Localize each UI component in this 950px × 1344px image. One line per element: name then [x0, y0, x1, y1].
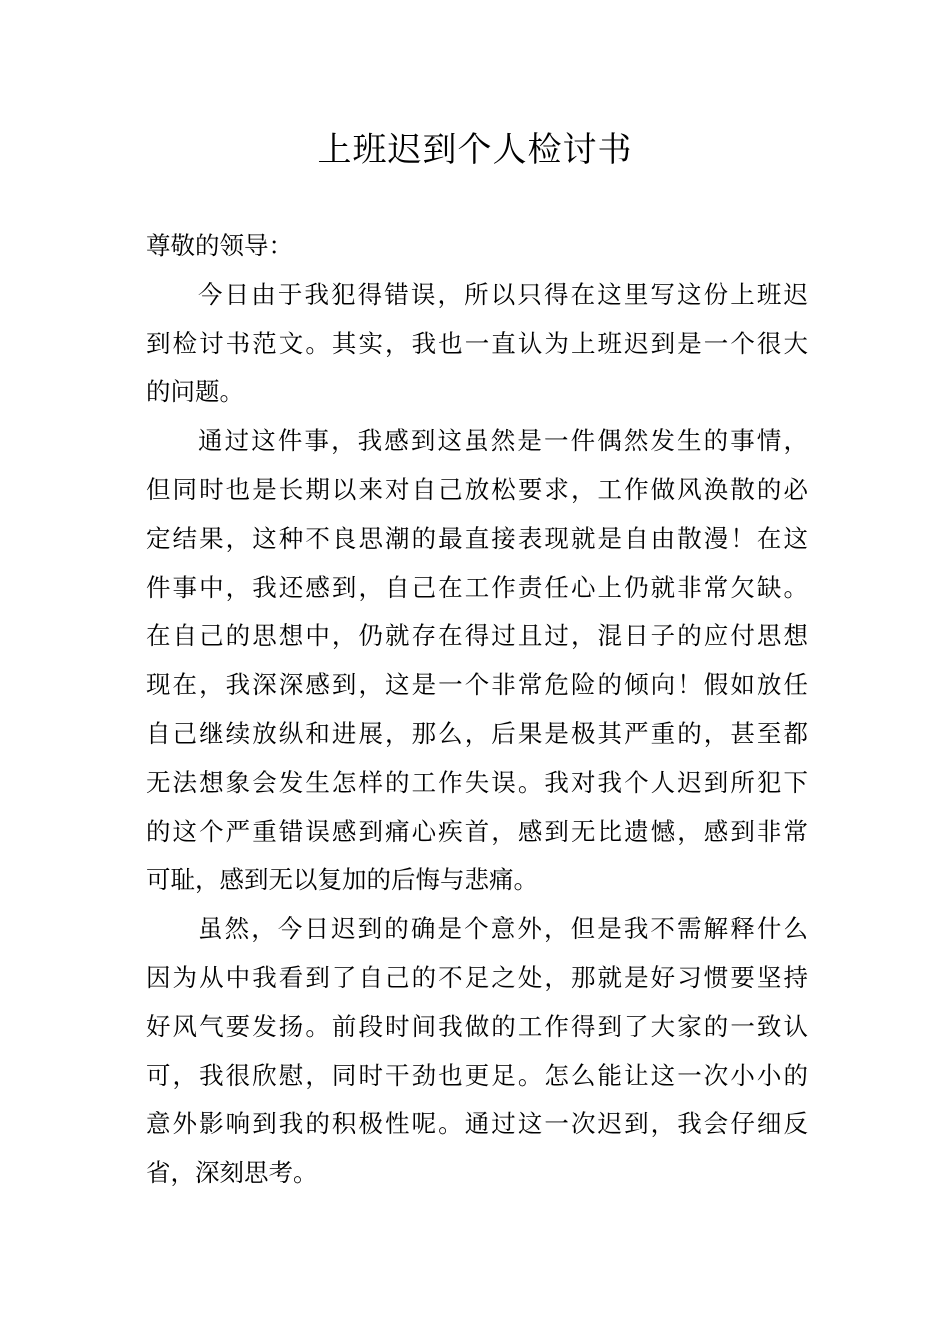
paragraph-2-line-7: 自己继续放纵和进展，那么，后果是极其严重的，甚至都	[146, 718, 808, 748]
paragraph-3-line-3: 好风气要发扬。前段时间我做的工作得到了大家的一致认	[146, 1011, 808, 1041]
paragraph-3-line-2: 因为从中我看到了自己的不足之处，那就是好习惯要坚持	[146, 962, 808, 992]
document-title: 上班迟到个人检讨书	[317, 130, 633, 170]
paragraph-1-line-1: 今日由于我犯得错误，所以只得在这里写这份上班迟	[198, 279, 808, 309]
paragraph-3-line-4: 可，我很欣慰，同时干劲也更足。怎么能让这一次小小的	[146, 1060, 808, 1090]
paragraph-1-line-3: 的问题。	[146, 377, 244, 407]
paragraph-3-line-1: 虽然，今日迟到的确是个意外，但是我不需解释什么	[198, 914, 808, 944]
paragraph-1-line-2: 到检讨书范文。其实，我也一直认为上班迟到是一个很大	[146, 328, 808, 358]
paragraph-2-line-6: 现在，我深深感到，这是一个非常危险的倾向！假如放任	[146, 670, 808, 700]
paragraph-2-line-4: 件事中，我还感到，自己在工作责任心上仍就非常欠缺。	[146, 572, 808, 602]
paragraph-2-line-5: 在自己的思想中，仍就存在得过且过，混日子的应付思想	[146, 621, 808, 651]
document-body	[146, 222, 808, 1198]
paragraph-3-line-6: 省，深刻思考。	[146, 1158, 318, 1188]
salutation: 尊敬的领导：	[146, 231, 293, 260]
paragraph-2-line-8: 无法想象会发生怎样的工作失误。我对我个人迟到所犯下	[146, 767, 808, 797]
paragraph-2-line-10: 可耻，感到无以复加的后悔与悲痛。	[146, 865, 538, 895]
paragraph-3-line-5: 意外影响到我的积极性呢。通过这一次迟到，我会仔细反	[146, 1109, 808, 1139]
paragraph-2-line-2: 但同时也是长期以来对自己放松要求，工作做风涣散的必	[146, 474, 808, 504]
paragraph-2-line-9: 的这个严重错误感到痛心疾首，感到无比遗憾，感到非常	[146, 816, 808, 846]
paragraph-2-line-3: 定结果，这种不良思潮的最直接表现就是自由散漫！在这	[146, 523, 808, 553]
paragraph-2-line-1: 通过这件事，我感到这虽然是一件偶然发生的事情，	[198, 426, 808, 456]
